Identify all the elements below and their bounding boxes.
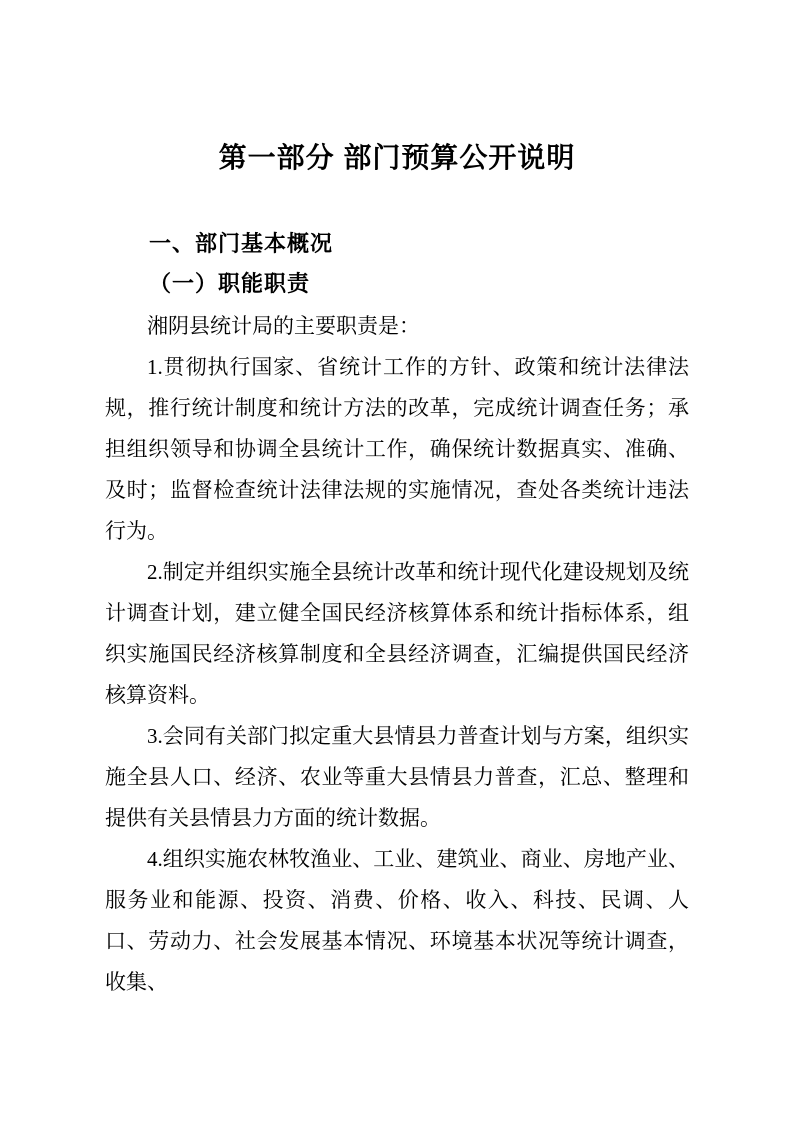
paragraph-duty-2: 2.制定并组织实施全县统计改革和统计现代化建设规划及统计调查计划，建立健全国民经济核算体系和统计指标体系，组织实施国民经济核算制度和全县经济调查，汇编提供国民经济核算资料。 xyxy=(105,560,689,707)
sub-heading-functions-duties: （一）职能职责 xyxy=(149,271,311,296)
paragraph-duty-3: 3.会同有关部门拟定重大县情县力普查计划与方案，组织实施全县人口、经济、农业等重大县情县力普查，汇总、整理和提供有关县情县力方面的统计数据。 xyxy=(105,724,689,830)
paragraph-duty-1: 1.贯彻执行国家、省统计工作的方针、政策和统计法律法规，推行统计制度和统计方法的改革，完成统计调查任务；承担组织领导和协调全县统计工作，确保统计数据真实、准确、及时；监督检查统计法律法规的实施情况，查处各类统计违法行为。 xyxy=(105,355,689,543)
paragraph-duty-4: 4.组织实施农林牧渔业、工业、建筑业、商业、房地产业、服务业和能源、投资、消费、价格、收入、科技、民调、人口、劳动力、社会发展基本情况、环境基本状况等统计调查，收集、 xyxy=(105,847,689,994)
page-title: 第一部分 部门预算公开说明 xyxy=(218,142,576,173)
paragraph-intro: 湘阴县统计局的主要职责是： xyxy=(147,314,420,338)
section-heading-department-overview: 一、部门基本概况 xyxy=(149,231,334,256)
document-body xyxy=(105,306,689,1003)
